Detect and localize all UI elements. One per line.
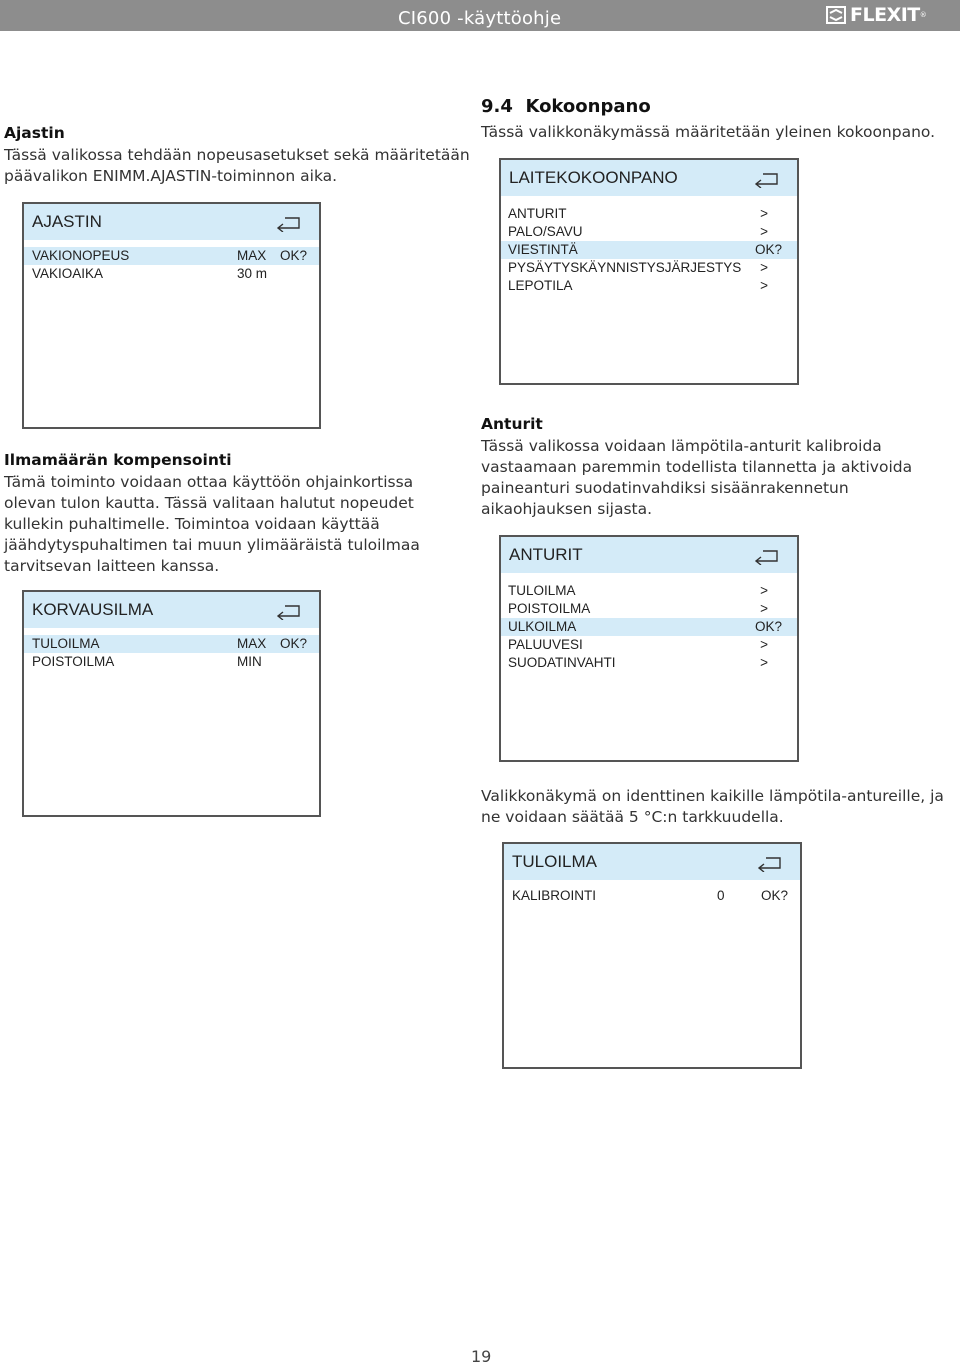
row-label: TULOILMA: [32, 636, 100, 651]
screen-title: AJASTIN: [32, 212, 102, 231]
anturit-text-line-4: aikaohjauksen sijasta.: [481, 500, 653, 518]
flexit-logo-icon: [826, 6, 846, 24]
row-action[interactable]: >: [760, 224, 768, 239]
row-label: POISTOILMA: [32, 654, 115, 669]
row-action[interactable]: >: [760, 206, 768, 221]
brand-name: FLEXIT: [850, 4, 920, 26]
section-number: 9.4: [481, 96, 513, 117]
back-arrow-icon[interactable]: [753, 170, 779, 188]
ilmamaara-text-line-4: jäähdytyspuhaltimen tai muun ylimääräistä tuloilmaa: [4, 536, 420, 554]
header-bar: [0, 0, 960, 31]
row-value: 30 m: [237, 266, 268, 281]
menu-row-vakioaika[interactable]: [24, 265, 319, 283]
screen-title-bar: [24, 204, 319, 240]
row-action[interactable]: >: [760, 278, 768, 293]
tuloilma-text-line-2: ne voidaan säätää 5 °C:n tarkkuudella.: [481, 808, 784, 826]
row-label: KALIBROINTI: [512, 888, 597, 903]
anturit-text-line-3: paineanturi suodatinvahdiksi sisäänrakennetun: [481, 479, 849, 497]
row-label: VAKIONOPEUS: [32, 248, 130, 263]
menu-row-anturit[interactable]: [501, 205, 797, 223]
menu-row-tuloilma[interactable]: [501, 582, 797, 600]
row-action[interactable]: OK?: [280, 248, 308, 263]
section-heading-kokoonpano: [481, 96, 651, 117]
tuloilma-text-line-1: Valikkonäkymä on identtinen kaikille lämpötila-antureille, ja: [481, 787, 944, 805]
menu-row-vakionopeus[interactable]: [24, 247, 319, 265]
row-label: LEPOTILA: [508, 278, 573, 293]
korvausilma-screen: [22, 590, 321, 817]
anturit-text-line-1: Tässä valikossa voidaan lämpötila-anturit kalibroida: [481, 437, 882, 455]
tuloilma-screen: [502, 842, 802, 1069]
menu-row-palo-savu[interactable]: [501, 223, 797, 241]
section-title: Kokoonpano: [525, 96, 651, 117]
row-action[interactable]: OK?: [761, 888, 789, 903]
ilmamaara-heading: Ilmamäärän kompensointi: [4, 451, 232, 469]
row-label: PALUUVESI: [508, 637, 583, 652]
back-arrow-icon[interactable]: [753, 547, 779, 565]
ajastin-text-line-2: päävalikon ENIMM.AJASTIN-toiminnon aika.: [4, 167, 338, 185]
row-action[interactable]: >: [760, 260, 768, 275]
row-label: VAKIOAIKA: [32, 266, 104, 281]
screen-title-bar: [501, 537, 797, 573]
row-action[interactable]: OK?: [754, 242, 782, 257]
ajastin-heading: Ajastin: [4, 124, 65, 142]
row-action[interactable]: >: [760, 637, 768, 652]
back-arrow-icon[interactable]: [275, 214, 301, 232]
anturit-heading: Anturit: [481, 415, 543, 433]
ilmamaara-text-line-3: kullekin puhaltimelle. Toimintoa voidaan käyttää: [4, 515, 380, 533]
ilmamaara-text-line-2: olevan tulon kautta. Tässä valitaan halutut nopeudet: [4, 494, 414, 512]
screen-title-bar: [504, 844, 800, 880]
row-label: TULOILMA: [508, 583, 576, 598]
screen-title: ANTURIT: [509, 545, 583, 564]
row-action[interactable]: >: [760, 655, 768, 670]
menu-row-tuloilma[interactable]: [24, 635, 319, 653]
screen-title-bar: [501, 160, 797, 196]
screen-title: KORVAUSILMA: [32, 600, 154, 619]
laitekokoonpano-screen: [499, 158, 799, 385]
row-value: MAX: [237, 636, 267, 651]
menu-row-lepotila[interactable]: [501, 277, 797, 295]
screen-title: TULOILMA: [512, 852, 598, 871]
menu-row-paluuvesi[interactable]: [501, 636, 797, 654]
row-action[interactable]: >: [760, 583, 768, 598]
row-label: SUODATINVAHTI: [508, 655, 616, 670]
row-label: PALO/SAVU: [508, 224, 583, 239]
row-label: POISTOILMA: [508, 601, 591, 616]
row-action[interactable]: OK?: [754, 619, 782, 634]
menu-row-viestinta[interactable]: [501, 241, 797, 259]
ajastin-text-line-1: Tässä valikossa tehdään nopeusasetukset sekä määritetään: [4, 146, 470, 164]
menu-row-suodatinvahti[interactable]: [501, 654, 797, 672]
back-arrow-icon[interactable]: [756, 854, 782, 872]
ajastin-screen: [22, 202, 321, 429]
row-action[interactable]: OK?: [280, 636, 308, 651]
kokoonpano-text: Tässä valikkonäkymässä määritetään yleinen kokoonpano.: [481, 123, 936, 141]
back-arrow-icon[interactable]: [275, 602, 301, 620]
menu-row-kalibrointi[interactable]: [504, 887, 800, 905]
row-label: VIESTINTÄ: [508, 242, 578, 257]
row-action[interactable]: >: [760, 601, 768, 616]
document-title: CI600 -käyttöohje: [398, 8, 562, 29]
ilmamaara-text-line-1: Tämä toiminto voidaan ottaa käyttöön ohjainkortissa: [4, 473, 414, 491]
anturit-text-line-2: vastaamaan paremmin todellista tilannetta ja aktivoida: [481, 458, 913, 476]
row-label: ANTURIT: [508, 206, 567, 221]
anturit-screen: [499, 535, 799, 762]
menu-row-ulkoilma[interactable]: [501, 618, 797, 636]
page-number: 19: [471, 1347, 492, 1366]
brand-logo: FLEXIT ®: [826, 4, 927, 26]
ilmamaara-text-line-5: tarvitsevan laitteen kanssa.: [4, 557, 220, 575]
row-value: MAX: [237, 248, 267, 263]
row-label: PYSÄYTYSKÄYNNISTYSJÄRJESTYS: [508, 260, 742, 275]
menu-row-poistoilma[interactable]: [24, 653, 319, 671]
screen-title: LAITEKOKOONPANO: [509, 168, 678, 187]
screen-title-bar: [24, 592, 319, 628]
menu-row-pysaytys[interactable]: [501, 259, 797, 277]
row-label: ULKOILMA: [508, 619, 577, 634]
menu-row-poistoilma[interactable]: [501, 600, 797, 618]
row-value: MIN: [237, 654, 262, 669]
row-value: 0: [717, 888, 725, 903]
